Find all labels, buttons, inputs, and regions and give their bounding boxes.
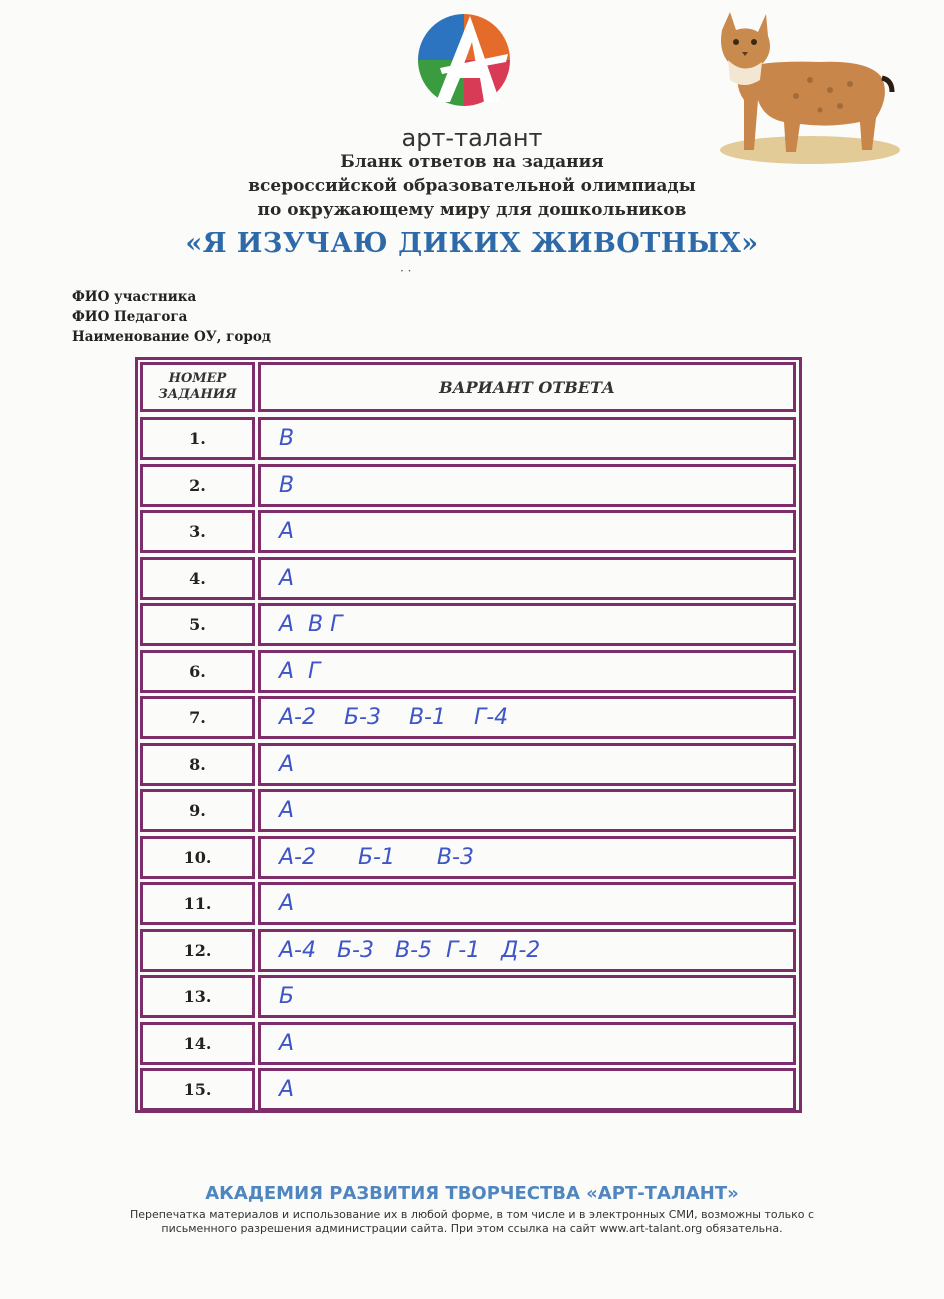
handwritten-answer: А xyxy=(258,789,796,832)
handwritten-answer: А В Г xyxy=(258,603,796,646)
task-number: 14. xyxy=(140,1022,255,1065)
lynx-illustration xyxy=(700,0,900,168)
column-header-number: НОМЕР ЗАДАНИЯ xyxy=(140,362,255,412)
handwritten-answer: А xyxy=(258,1022,796,1065)
handwritten-answer: А xyxy=(258,510,796,553)
task-number: 9. xyxy=(140,789,255,832)
olympiad-name: «Я ИЗУЧАЮ ДИКИХ ЖИВОТНЫХ» xyxy=(185,228,759,259)
brand-name: арт-талант xyxy=(401,124,543,152)
task-number: 12. xyxy=(140,929,255,972)
task-number: 10. xyxy=(140,836,255,879)
participant-name-label: ФИО участника xyxy=(72,289,197,305)
handwritten-answer: А xyxy=(258,743,796,786)
column-header-answer: ВАРИАНТ ОТВЕТА xyxy=(258,362,796,412)
task-number: 11. xyxy=(140,882,255,925)
task-number: 3. xyxy=(140,510,255,553)
task-number: 5. xyxy=(140,603,255,646)
handwritten-answer: В xyxy=(258,417,796,460)
teacher-name-label: ФИО Педагога xyxy=(72,309,188,325)
handwritten-answer: В xyxy=(258,464,796,507)
scan-dots: · · xyxy=(400,264,412,278)
handwritten-answer: А-2 Б-1 В-3 xyxy=(258,836,796,879)
task-number: 4. xyxy=(140,557,255,600)
task-number: 6. xyxy=(140,650,255,693)
school-name-label: Наименование ОУ, город xyxy=(72,329,271,345)
handwritten-answer: А-2 Б-3 В-1 Г-4 xyxy=(258,696,796,739)
copyright-note: Перепечатка материалов и использование их в любой форме, в том числе и в электронных СМИ, возможны только с письменного разрешения администрации сайта. При этом ссылка на сайт www.art-talant.org обязательна. xyxy=(129,1208,815,1235)
handwritten-answer: А xyxy=(258,557,796,600)
task-number: 7. xyxy=(140,696,255,739)
task-number: 13. xyxy=(140,975,255,1018)
sheet-title-line1: Бланк ответов на задания xyxy=(340,152,604,172)
handwritten-answer: А xyxy=(258,882,796,925)
sheet-title-line3: по окружающему миру для дошкольников xyxy=(257,200,687,220)
handwritten-answer: Б xyxy=(258,975,796,1018)
task-number: 8. xyxy=(140,743,255,786)
academy-name: АКАДЕМИЯ РАЗВИТИЯ ТВОРЧЕСТВА «АРТ-ТАЛАНТ» xyxy=(205,1183,739,1204)
handwritten-answer: А Г xyxy=(258,650,796,693)
task-number: 1. xyxy=(140,417,255,460)
sheet-title-line2: всероссийской образовательной олимпиады xyxy=(248,176,696,196)
task-number: 2. xyxy=(140,464,255,507)
task-number: 15. xyxy=(140,1068,255,1111)
handwritten-answer: А-4 Б-3 В-5 Г-1 Д-2 xyxy=(258,929,796,972)
art-talant-logo-icon xyxy=(410,6,518,114)
answer-table xyxy=(135,357,802,1113)
handwritten-answer: А xyxy=(258,1068,796,1111)
